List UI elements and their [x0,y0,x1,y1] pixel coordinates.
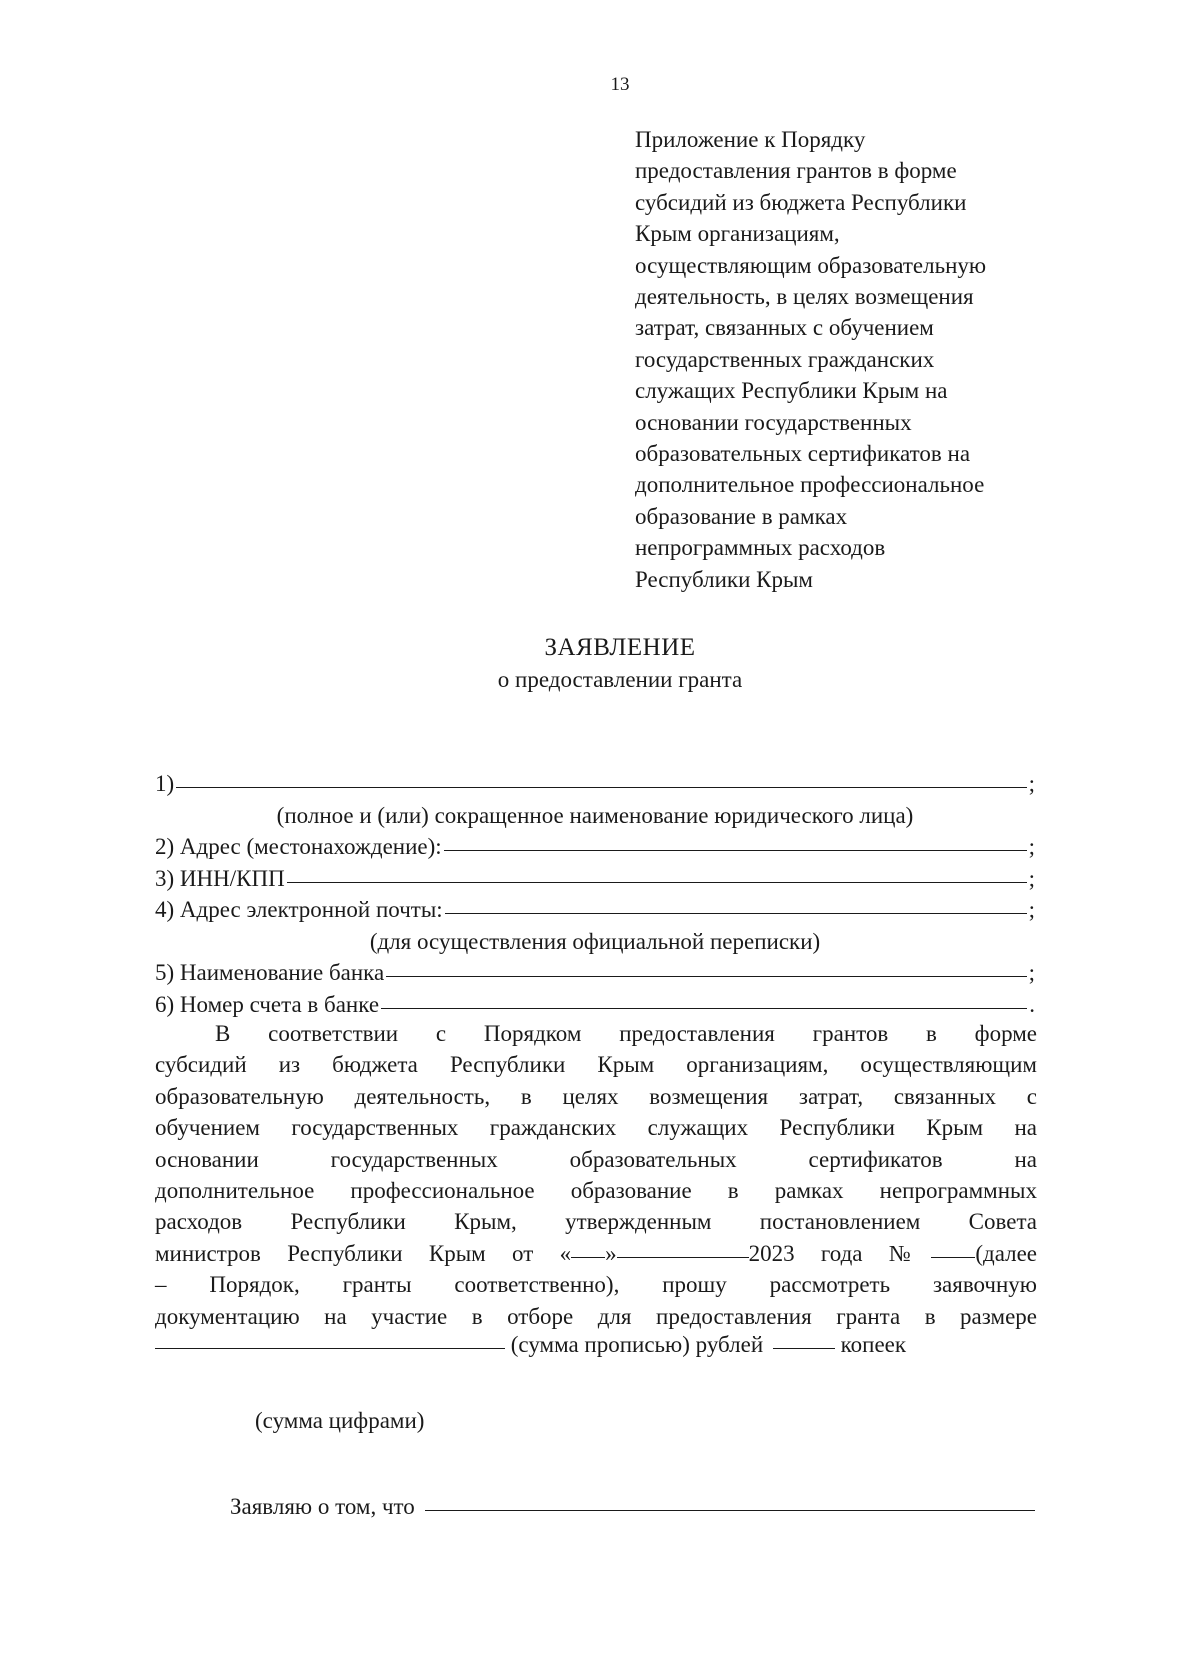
field-label: 2) Адрес (местонахождение): [155,834,442,859]
appendix-line: образовательных сертификатов на [635,441,971,467]
appendix-line: Крым организациям, [635,221,840,247]
appendix-line: предоставления грантов в форме [635,158,957,184]
appendix-line: непрограммных расходов [635,535,886,561]
field-caption-email: (для осуществления официальной переписки) [369,928,821,954]
paragraph-line: документацию на участие в отборе для предоставления гранта в размере [155,1303,1037,1329]
field-bank-name [155,960,1035,992]
field-label: 3) ИНН/КПП [155,865,285,891]
appendix-line: субсидий из бюджета Республики [635,189,967,215]
appendix-line: служащих Республики Крым на [635,378,948,404]
appendix-line: деятельность, в целях возмещения [635,284,974,310]
paragraph-line-date [155,1238,1037,1269]
blank-line-account-number[interactable] [381,1008,1027,1009]
field-label: 1) [155,771,175,796]
declaration-label: Заявляю о том, что [230,1494,415,1519]
paragraph-text: министров Республики Крым от « [155,1240,572,1266]
field-address [155,834,1035,866]
appendix-note [635,124,1075,595]
field-separator: ; [1028,771,1035,796]
blank-kopeks[interactable] [773,1348,835,1349]
main-paragraph [155,1018,1037,1332]
blank-day[interactable] [571,1257,605,1258]
blank-line-inn-kpp[interactable] [287,882,1027,883]
blank-line-bank-name[interactable] [386,976,1026,977]
paragraph-line: обучением государственных гражданских служащих Республики Крым на [155,1115,1037,1141]
paragraph-line: В соответствии с Порядком предоставления грантов в форме [215,1021,1037,1046]
paragraph-text: » [605,1240,617,1266]
appendix-line: образование в рамках [635,503,848,529]
document-title: ЗАЯВЛЕНИЕ [544,634,696,661]
blank-declaration[interactable] [425,1510,1035,1511]
paragraph-line: расходов Республики Крым, утвержденным постановлением Совета [155,1209,1037,1235]
field-separator: ; [1028,834,1035,859]
field-label: 6) Номер счета в банке [155,991,380,1017]
field-separator: ; [1028,960,1035,985]
kopeks-label: копеек [840,1332,907,1357]
paragraph-line: дополнительное профессиональное образование в рамках непрограммных [155,1178,1037,1204]
sum-in-words-line [155,1332,1035,1358]
declaration-line [230,1494,1035,1520]
blank-line-legal-name[interactable] [176,787,1026,788]
field-terminator: . [1029,991,1035,1017]
field-label: 5) Наименование банка [155,960,385,985]
field-legal-name [155,771,1035,803]
appendix-line: затрат, связанных с обучением [635,315,934,341]
appendix-line: Приложение к Порядку [635,127,866,152]
appendix-line: основании государственных [635,409,912,435]
appendix-line: Республики Крым [635,566,813,592]
sum-words-label: (сумма прописью) рублей [510,1332,764,1357]
blank-resolution-number[interactable] [931,1257,975,1258]
appendix-line: государственных гражданских [635,346,935,372]
field-separator: ; [1028,865,1035,891]
paragraph-line: образовательную деятельность, в целях возмещения затрат, связанных с [155,1083,1037,1109]
application-fields [155,771,1035,1023]
paragraph-line: основании государственных образовательных сертификатов на [155,1146,1037,1172]
paragraph-line: – Порядок, гранты соответственно), прошу рассмотреть заявочную [155,1272,1037,1298]
field-separator: ; [1028,897,1035,922]
appendix-line: дополнительное профессиональное [635,472,985,498]
document-subtitle: о предоставлении гранта [497,667,743,692]
paragraph-line: субсидий из бюджета Республики Крым организациям, осуществляющим [155,1052,1037,1078]
blank-line-email[interactable] [445,913,1027,914]
field-email [155,897,1035,929]
blank-line-address[interactable] [444,850,1027,851]
field-inn-kpp [155,866,1035,898]
page-number: 13 [610,74,630,95]
blank-sum-words[interactable] [155,1348,505,1349]
paragraph-text: (далее [975,1240,1037,1266]
sum-in-digits-label: (сумма цифрами) [255,1408,425,1433]
field-caption-legal-name: (полное и (или) сокращенное наименование юридического лица) [276,802,914,828]
blank-month[interactable] [617,1257,749,1258]
appendix-line: осуществляющим образовательную [635,252,987,278]
field-label: 4) Адрес электронной почты: [155,897,443,922]
paragraph-text: 2023 года № [748,1240,932,1266]
